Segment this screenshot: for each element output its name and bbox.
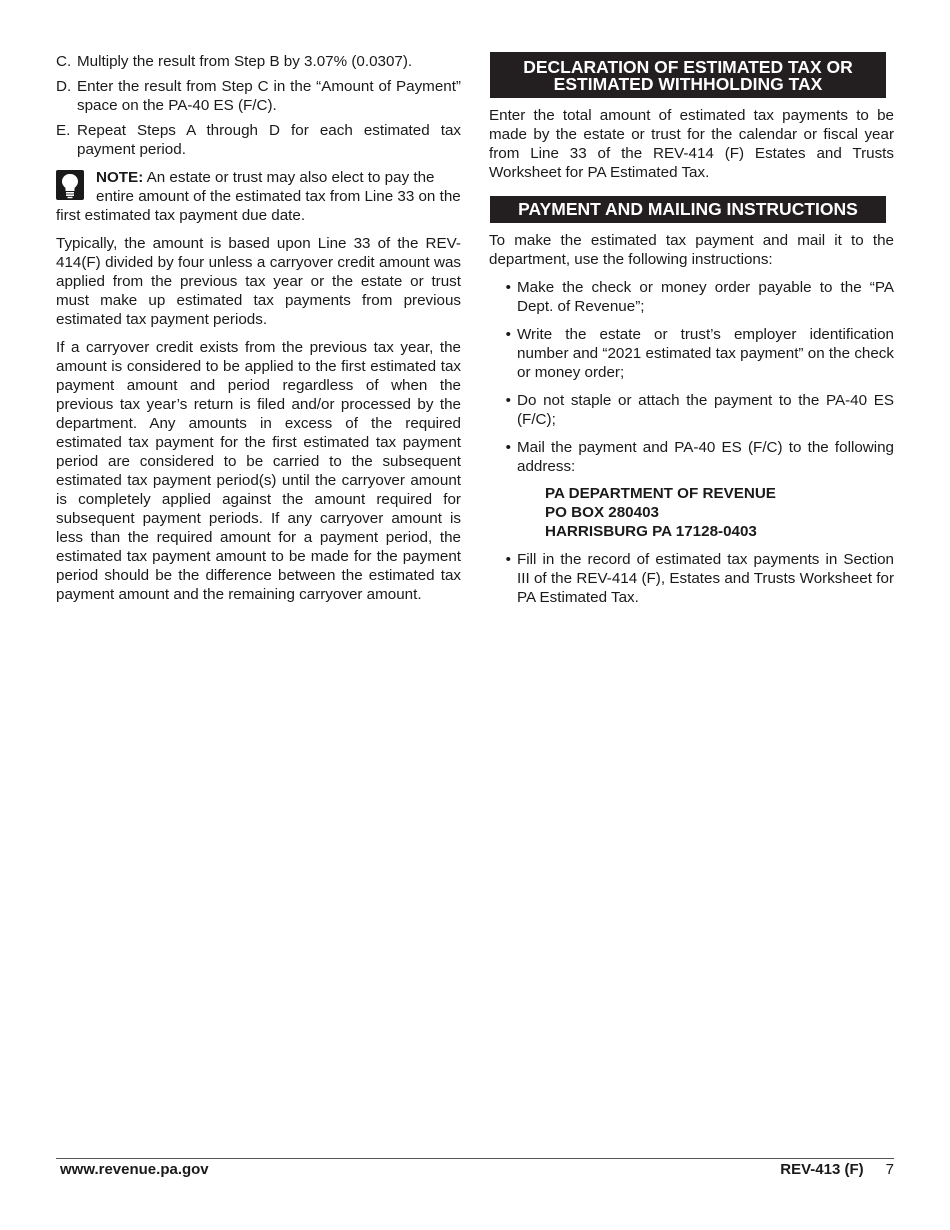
list-item — [489, 391, 894, 429]
note-block — [56, 168, 461, 225]
left-column — [56, 52, 461, 604]
footer-page-number: 7 — [885, 1161, 894, 1178]
footer-form-number: REV-413 (F) — [780, 1161, 864, 1178]
note-text-line2: entire amount of the estimated tax from Line 33 on the — [96, 188, 461, 205]
footer-website: www.revenue.pa.gov — [60, 1161, 209, 1178]
footer-divider — [56, 1158, 894, 1159]
address-line: HARRISBURG PA 17128-0403 — [545, 523, 757, 540]
section-heading-payment-mailing: PAYMENT AND MAILING INSTRUCTIONS — [490, 196, 886, 223]
list-item — [56, 52, 461, 71]
steps-list — [56, 52, 461, 159]
bullet-text: Make the check or money order payable to the “PA Dept. of Revenue”; — [517, 279, 894, 315]
note-text-line1 — [56, 168, 461, 187]
bullet-text: Do not staple or attach the payment to the PA-40 ES (F/C); — [517, 392, 894, 428]
note-text: An estate or trust may also elect to pay the — [146, 169, 435, 186]
bullet-icon: • — [505, 392, 511, 409]
bullet-icon: • — [505, 279, 511, 296]
list-item — [489, 550, 894, 607]
address-line: PO BOX 280403 — [545, 504, 659, 521]
declaration-body: Enter the total amount of estimated tax payments to be made by the estate or trust for the calendar or fiscal year from Line 33 of the REV-414 (F) Estates and Trusts Worksheet for PA Estimated Tax. — [489, 107, 894, 181]
payment-intro: To make the estimated tax payment and mail it to the department, use the following instructions: — [489, 232, 894, 268]
footer-form-info — [780, 1160, 894, 1179]
step-text: Repeat Steps A through D for each estimated tax payment period. — [77, 122, 461, 158]
list-item — [56, 77, 461, 115]
list-item — [489, 438, 894, 476]
bullet-icon: • — [505, 326, 511, 343]
step-letter: C. — [56, 53, 72, 70]
bullet-icon: • — [505, 551, 511, 568]
list-item — [56, 121, 461, 159]
list-item — [489, 278, 894, 316]
mailing-address — [545, 484, 894, 541]
paragraph-typical-amount: Typically, the amount is based upon Line 33 of the REV-414(F) divided by four unless a carryover credit amount was applied from the previous tax year or the estate or trust must make up estimated tax payments from previous estimated tax payment periods. — [56, 235, 461, 328]
heading-line: ESTIMATED WITHHOLDING TAX — [553, 74, 823, 94]
lightbulb-icon — [56, 170, 84, 200]
list-item — [489, 325, 894, 382]
address-line: PA DEPARTMENT OF REVENUE — [545, 485, 776, 502]
bullet-icon: • — [505, 439, 511, 456]
step-text: Multiply the result from Step B by 3.07% (0.0307). — [77, 53, 413, 70]
step-text: Enter the result from Step C in the “Amount of Payment” space on the PA-40 ES (F/C). — [77, 78, 461, 114]
step-letter: D. — [56, 78, 72, 95]
bullet-text: Fill in the record of estimated tax payments in Section III of the REV-414 (F), Estates and Trusts Worksheet for PA Estimated Tax. — [517, 551, 894, 606]
bullet-text: Mail the payment and PA-40 ES (F/C) to the following address: — [517, 439, 894, 475]
note-text-line3: first estimated tax payment due date. — [56, 207, 306, 224]
paragraph-carryover-credit: If a carryover credit exists from the previous tax year, the amount is considered to be applied to the first estimated tax payment amount and period regardless of when the previous tax year’s return is filed and/or processed by the department. Any amounts in excess of the required estimated tax payment for the first estimated tax payment period are considered to be carried to the subsequent estimated tax payment period(s) until the carryover amount is completely applied against the amount required for subsequent payment periods. If any carryover amount is less than the required amount for a payment period, the estimated tax payment amount to be made for the payment period should be the difference between the estimated tax payment amount and the remaining carryover amount. — [56, 339, 461, 603]
step-letter: E. — [56, 122, 71, 139]
note-label: NOTE: — [96, 169, 144, 186]
heading-line: DECLARATION OF ESTIMATED TAX OR — [523, 57, 853, 77]
right-column — [489, 52, 894, 607]
instructions-list-final — [489, 550, 894, 607]
instructions-list — [489, 278, 894, 476]
bullet-text: Write the estate or trust’s employer identification number and “2021 estimated tax payment” on the check or money order; — [517, 326, 894, 381]
section-heading-declaration — [490, 52, 886, 98]
